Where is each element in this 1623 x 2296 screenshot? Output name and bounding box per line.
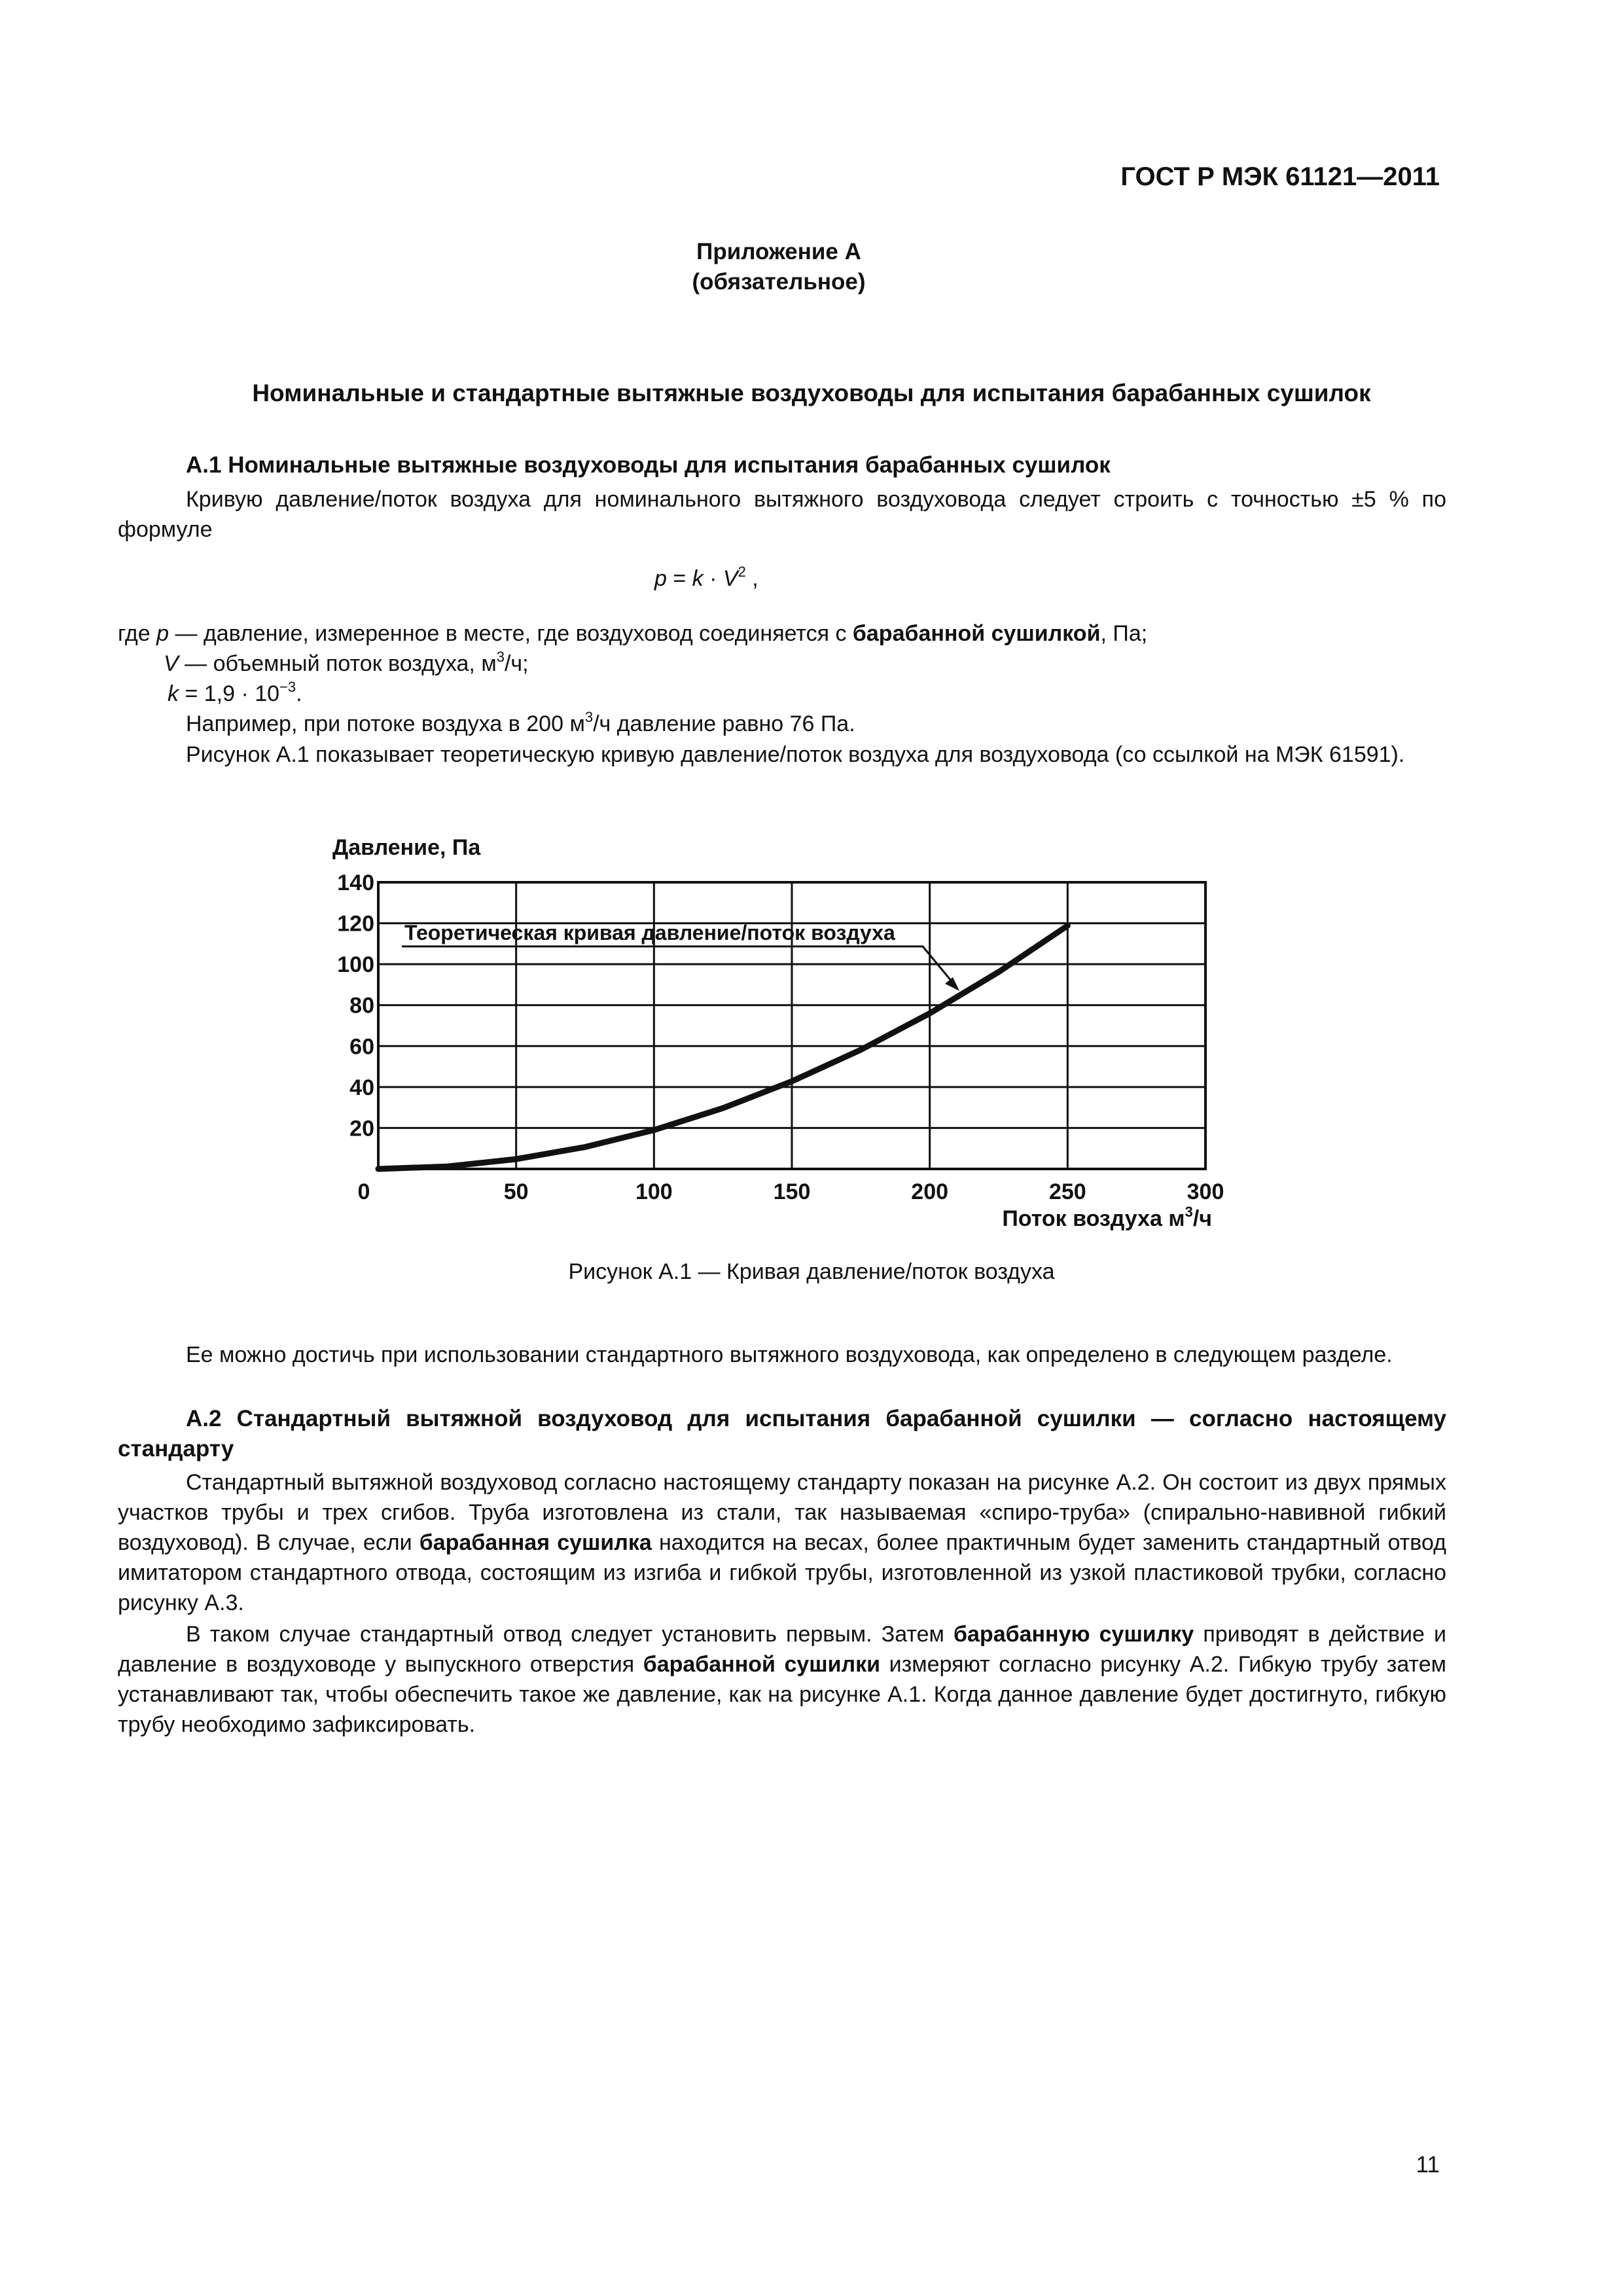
x-tick-label: 0 — [357, 1179, 370, 1204]
formula-dot: · — [703, 566, 723, 591]
example-sup: 3 — [584, 709, 594, 725]
x-tick-label: 250 — [1048, 1179, 1086, 1204]
y-tick-label: 60 — [349, 1034, 374, 1060]
def-v-tail: /ч; — [504, 651, 529, 676]
formula — [654, 566, 1047, 592]
y-tick-label: 140 — [337, 870, 374, 895]
a2-p2-text-e: измеряют согласно рисунку А.2. Гибкую трубу затем устанавливают так, чтобы обеспечить такое же давление, как на рисунке А.1. Когда данное давление будет достигнуто, гибкую трубу необходимо зафиксировать. — [118, 1652, 1446, 1737]
def-v-sup: 3 — [496, 649, 505, 665]
document-code: ГОСТ Р МЭК 61121—2011 — [1120, 162, 1440, 191]
annotation-arrowhead — [945, 977, 959, 991]
def-k-symbol: k — [168, 681, 179, 706]
x-tick-label: 200 — [911, 1179, 949, 1204]
section-a2-para2 — [118, 1619, 1446, 1740]
def-k-text: = 1,9 · 10 — [179, 681, 280, 706]
a2-p2-bold-2: барабанной сушилки — [643, 1652, 881, 1677]
a2-p1-text-c: находится на весах, более практичным будет заменить стандартный отвод имитатором стандартного отвода, состоящим из изгиба и гибкой трубы, изготовленной из узкой пластиковой трубки, согласно рисунку А.3. — [118, 1530, 1446, 1615]
figure-caption: Рисунок А.1 — Кривая давление/поток воздуха — [568, 1259, 1055, 1284]
curve-annotation: Теоретическая кривая давление/поток воздуха — [404, 921, 895, 944]
def-k-sup: −3 — [279, 679, 296, 695]
formula-eq: = — [666, 566, 692, 591]
y-tick-label: 120 — [337, 911, 374, 937]
pressure-flow-curve — [378, 925, 1067, 1169]
x-tick-label: 300 — [1186, 1179, 1224, 1204]
definition-v — [118, 649, 1446, 679]
def-v-text: — объемный поток воздуха, м — [178, 651, 497, 676]
def-p-text: — давление, измеренное в месте, где воздуховод соединяется с — [169, 621, 853, 646]
example-text: Например, при потоке воздуха в 200 м — [186, 711, 585, 736]
page-number: 11 — [1416, 2152, 1440, 2178]
after-figure-para: Ее можно достичь при использовании стандартного вытяжного воздуховода, как определено в следующем разделе. — [186, 1342, 1393, 1367]
def-p-symbol: p — [156, 621, 169, 646]
formula-k: k — [692, 566, 704, 591]
section-a1-heading: А.1 Номинальные вытяжные воздуховоды для испытания барабанных сушилок — [186, 452, 1111, 478]
section-a2-para1 — [118, 1467, 1446, 1618]
annotation-leader-line — [916, 946, 954, 984]
x-tick-label: 50 — [503, 1179, 529, 1204]
annex-title: Приложение А — [696, 239, 861, 264]
y-tick-label: 100 — [337, 952, 374, 978]
a2-p1-bold: барабанная сушилка — [419, 1530, 652, 1555]
def-k-tail: . — [296, 681, 302, 706]
x-axis-label-tail: /ч — [1192, 1206, 1212, 1231]
def-p-prefix: где — [118, 621, 157, 646]
a2-p2-text-c: приводят в действие и давление в воздуховоде у выпускного отверстия — [118, 1622, 1447, 1677]
x-tick-label: 150 — [773, 1179, 811, 1204]
formula-exponent: 2 — [738, 564, 746, 580]
pressure-flow-chart — [314, 825, 1243, 1244]
x-axis-label — [1002, 1204, 1212, 1231]
annex-status: (обязательное) — [692, 269, 866, 295]
y-axis-label: Давление, Па — [332, 835, 481, 860]
def-v-symbol: V — [164, 651, 179, 676]
example-tail: /ч давление равно 76 Па. — [593, 711, 855, 736]
def-p-bold: барабанной сушилкой — [852, 621, 1101, 646]
a2-p1-text-a: Стандартный вытяжной воздуховод согласно настоящему стандарту показан на рисунке А.2. Он состоит из двух прямых участков трубы и трех сгибов. Труба изготовлена из стали, так называемая «спиро-труба» (спирально-навивной гибкий воздуховод). В случае, если — [118, 1470, 1446, 1555]
annex-title-block — [589, 237, 969, 297]
section-a1-para1: Кривую давление/поток воздуха для номинального вытяжного воздуховода следует строить с точностью ±5 % по формуле — [118, 487, 1446, 542]
a2-p2-bold-1: барабанную сушилку — [954, 1622, 1194, 1647]
chart-series — [378, 925, 1067, 1169]
formula-v: V — [722, 566, 738, 591]
a2-p2-text-a: В таком случае стандартный отвод следует установить первым. Затем — [186, 1622, 954, 1647]
section-a2-heading: А.2 Стандартный вытяжной воздуховод для испытания барабанной сушилки — согласно настоящему стандарту — [118, 1406, 1446, 1462]
def-p-tail: , Па; — [1100, 621, 1148, 646]
definition-k — [118, 679, 1446, 709]
y-tick-label: 80 — [349, 993, 374, 1018]
main-heading: Номинальные и стандартные вытяжные воздуховоды для испытания барабанных сушилок — [252, 380, 1371, 406]
definitions — [118, 619, 1446, 739]
y-tick-label: 20 — [349, 1116, 374, 1141]
figure-reference-para: Рисунок А.1 показывает теоретическую кривую давление/поток воздуха для воздуховода (со ссылкой на МЭК 61591). — [186, 742, 1405, 767]
x-axis-label-sup: 3 — [1185, 1204, 1193, 1220]
x-tick-label: 100 — [635, 1179, 673, 1204]
formula-p: p — [654, 566, 667, 591]
formula-tail: , — [745, 566, 758, 591]
definition-p — [118, 619, 1446, 649]
x-axis-label-text: Поток воздуха м — [1002, 1206, 1185, 1231]
y-tick-label: 40 — [349, 1075, 374, 1100]
example-line — [118, 709, 1446, 739]
